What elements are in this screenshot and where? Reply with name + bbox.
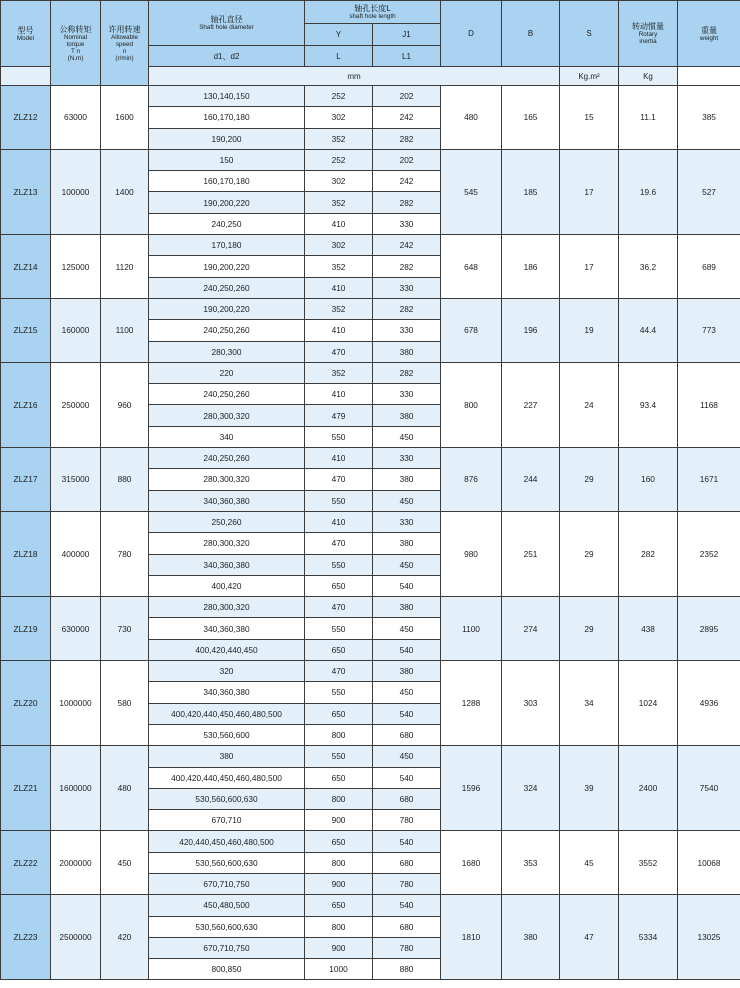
header-torque: 公称转矩 Nominal torque T n (N.m) xyxy=(51,1,101,86)
length-y-cell: 650 xyxy=(305,831,373,852)
b-cell: 353 xyxy=(502,831,560,895)
diameter-cell: 340,360,380 xyxy=(149,554,305,575)
b-cell: 244 xyxy=(502,448,560,512)
diameter-cell: 280,300 xyxy=(149,341,305,362)
model-cell: ZLZ22 xyxy=(1,831,51,895)
table-row xyxy=(1,298,740,319)
length-j1-cell: 540 xyxy=(373,639,441,660)
length-y-cell: 650 xyxy=(305,575,373,596)
speed-cell: 1120 xyxy=(101,235,149,299)
diameter-cell: 530,560,600,630 xyxy=(149,788,305,809)
s-cell: 19 xyxy=(560,298,619,362)
table-header xyxy=(1,1,740,86)
torque-cell: 400000 xyxy=(51,511,101,596)
diameter-cell: 530,560,600,630 xyxy=(149,916,305,937)
length-j1-cell: 540 xyxy=(373,895,441,916)
length-y-cell: 650 xyxy=(305,767,373,788)
d-cell: 1100 xyxy=(441,597,502,661)
length-j1-cell: 540 xyxy=(373,831,441,852)
length-j1-cell: 450 xyxy=(373,554,441,575)
length-y-cell: 302 xyxy=(305,171,373,192)
length-y-cell: 352 xyxy=(305,256,373,277)
weight-cell: 1168 xyxy=(678,362,740,447)
diameter-cell: 160,170,180 xyxy=(149,107,305,128)
diameter-cell: 170,180 xyxy=(149,235,305,256)
header-unit-inertia: Kg.m² xyxy=(560,67,619,86)
inertia-cell: 1024 xyxy=(619,661,678,746)
table-row xyxy=(1,597,740,618)
model-cell: ZLZ12 xyxy=(1,86,51,150)
speed-cell: 420 xyxy=(101,895,149,980)
length-j1-cell: 282 xyxy=(373,362,441,383)
length-y-cell: 252 xyxy=(305,86,373,107)
inertia-cell: 438 xyxy=(619,597,678,661)
length-y-cell: 410 xyxy=(305,448,373,469)
model-cell: ZLZ14 xyxy=(1,235,51,299)
d-cell: 1288 xyxy=(441,661,502,746)
torque-cell: 2000000 xyxy=(51,831,101,895)
length-y-cell: 800 xyxy=(305,916,373,937)
model-cell: ZLZ13 xyxy=(1,149,51,234)
length-y-cell: 470 xyxy=(305,469,373,490)
length-y-cell: 900 xyxy=(305,810,373,831)
table-row xyxy=(1,895,740,916)
b-cell: 165 xyxy=(502,86,560,150)
diameter-cell: 190,200,220 xyxy=(149,192,305,213)
speed-cell: 1600 xyxy=(101,86,149,150)
length-y-cell: 302 xyxy=(305,107,373,128)
d-cell: 545 xyxy=(441,149,502,234)
speed-cell: 480 xyxy=(101,746,149,831)
inertia-cell: 3552 xyxy=(619,831,678,895)
speed-cell: 1400 xyxy=(101,149,149,234)
inertia-cell: 44.4 xyxy=(619,298,678,362)
length-y-cell: 470 xyxy=(305,533,373,554)
diameter-cell: 280,300,320 xyxy=(149,533,305,554)
model-cell: ZLZ19 xyxy=(1,597,51,661)
speed-cell: 960 xyxy=(101,362,149,447)
diameter-cell: 530,560,600 xyxy=(149,724,305,745)
diameter-cell: 340 xyxy=(149,426,305,447)
inertia-cell: 5334 xyxy=(619,895,678,980)
speed-cell: 880 xyxy=(101,448,149,512)
length-y-cell: 470 xyxy=(305,661,373,682)
diameter-cell: 340,360,380 xyxy=(149,490,305,511)
diameter-cell: 400,420,440,450 xyxy=(149,639,305,660)
speed-cell: 580 xyxy=(101,661,149,746)
s-cell: 39 xyxy=(560,746,619,831)
length-j1-cell: 450 xyxy=(373,618,441,639)
diameter-cell: 280,300,320 xyxy=(149,469,305,490)
weight-cell: 13025 xyxy=(678,895,740,980)
length-j1-cell: 282 xyxy=(373,192,441,213)
diameter-cell: 280,300,320 xyxy=(149,597,305,618)
table-row xyxy=(1,746,740,767)
s-cell: 29 xyxy=(560,511,619,596)
d-cell: 980 xyxy=(441,511,502,596)
header-speed: 许用转速 Allowable speed n (r/min) xyxy=(101,1,149,86)
model-cell: ZLZ15 xyxy=(1,298,51,362)
s-cell: 15 xyxy=(560,86,619,150)
length-y-cell: 550 xyxy=(305,554,373,575)
s-cell: 17 xyxy=(560,149,619,234)
length-y-cell: 550 xyxy=(305,490,373,511)
b-cell: 251 xyxy=(502,511,560,596)
length-y-cell: 550 xyxy=(305,618,373,639)
torque-cell: 160000 xyxy=(51,298,101,362)
length-j1-cell: 540 xyxy=(373,767,441,788)
length-y-cell: 470 xyxy=(305,341,373,362)
inertia-cell: 93.4 xyxy=(619,362,678,447)
b-cell: 196 xyxy=(502,298,560,362)
model-cell: ZLZ20 xyxy=(1,661,51,746)
weight-cell: 527 xyxy=(678,149,740,234)
header-unit-weight: Kg xyxy=(619,67,678,86)
d-cell: 876 xyxy=(441,448,502,512)
diameter-cell: 250,260 xyxy=(149,511,305,532)
model-cell: ZLZ17 xyxy=(1,448,51,512)
diameter-cell: 530,560,600,630 xyxy=(149,852,305,873)
d-cell: 1596 xyxy=(441,746,502,831)
s-cell: 17 xyxy=(560,235,619,299)
length-j1-cell: 282 xyxy=(373,256,441,277)
model-cell: ZLZ18 xyxy=(1,511,51,596)
torque-cell: 315000 xyxy=(51,448,101,512)
diameter-cell: 240,250,260 xyxy=(149,384,305,405)
length-y-cell: 410 xyxy=(305,511,373,532)
table-row xyxy=(1,235,740,256)
header-model: 型号 Model xyxy=(1,1,51,67)
length-y-cell: 550 xyxy=(305,746,373,767)
diameter-cell: 280,300,320 xyxy=(149,405,305,426)
weight-cell: 1671 xyxy=(678,448,740,512)
torque-cell: 125000 xyxy=(51,235,101,299)
header-length: 轴孔长度L shaft hole length xyxy=(305,1,441,24)
length-j1-cell: 282 xyxy=(373,298,441,319)
torque-cell: 250000 xyxy=(51,362,101,447)
table-row xyxy=(1,362,740,383)
length-y-cell: 410 xyxy=(305,213,373,234)
b-cell: 380 xyxy=(502,895,560,980)
length-y-cell: 302 xyxy=(305,235,373,256)
weight-cell: 2895 xyxy=(678,597,740,661)
length-j1-cell: 242 xyxy=(373,171,441,192)
length-y-cell: 352 xyxy=(305,298,373,319)
torque-cell: 1000000 xyxy=(51,661,101,746)
length-y-cell: 550 xyxy=(305,426,373,447)
length-j1-cell: 202 xyxy=(373,86,441,107)
length-j1-cell: 282 xyxy=(373,128,441,149)
table-row xyxy=(1,661,740,682)
length-y-cell: 650 xyxy=(305,703,373,724)
inertia-cell: 36.2 xyxy=(619,235,678,299)
length-j1-cell: 330 xyxy=(373,448,441,469)
length-j1-cell: 780 xyxy=(373,873,441,894)
diameter-cell: 800,850 xyxy=(149,959,305,980)
diameter-cell: 670,710 xyxy=(149,810,305,831)
header-diameter: 轴孔直径 Shaft hole diameter xyxy=(149,1,305,46)
header-length-y: Y xyxy=(305,24,373,46)
length-y-cell: 470 xyxy=(305,597,373,618)
header-s: S xyxy=(560,1,619,67)
s-cell: 45 xyxy=(560,831,619,895)
length-j1-cell: 330 xyxy=(373,320,441,341)
diameter-cell: 320 xyxy=(149,661,305,682)
length-y-cell: 650 xyxy=(305,895,373,916)
inertia-cell: 2400 xyxy=(619,746,678,831)
diameter-cell: 450,480,500 xyxy=(149,895,305,916)
model-cell: ZLZ23 xyxy=(1,895,51,980)
length-y-cell: 352 xyxy=(305,362,373,383)
weight-cell: 689 xyxy=(678,235,740,299)
diameter-cell: 190,200,220 xyxy=(149,298,305,319)
length-j1-cell: 540 xyxy=(373,703,441,724)
length-y-cell: 352 xyxy=(305,192,373,213)
length-j1-cell: 330 xyxy=(373,384,441,405)
length-j1-cell: 680 xyxy=(373,788,441,809)
b-cell: 185 xyxy=(502,149,560,234)
length-j1-cell: 242 xyxy=(373,235,441,256)
header-blank xyxy=(1,67,51,86)
length-j1-cell: 202 xyxy=(373,149,441,170)
weight-cell: 385 xyxy=(678,86,740,150)
length-y-cell: 800 xyxy=(305,788,373,809)
d-cell: 1680 xyxy=(441,831,502,895)
torque-cell: 1600000 xyxy=(51,746,101,831)
inertia-cell: 11.1 xyxy=(619,86,678,150)
length-j1-cell: 380 xyxy=(373,597,441,618)
length-y-cell: 479 xyxy=(305,405,373,426)
length-y-cell: 800 xyxy=(305,724,373,745)
s-cell: 29 xyxy=(560,597,619,661)
table-row xyxy=(1,511,740,532)
header-diameter-sub: d1、d2 xyxy=(149,46,305,67)
length-y-cell: 410 xyxy=(305,277,373,298)
diameter-cell: 240,250,260 xyxy=(149,320,305,341)
b-cell: 227 xyxy=(502,362,560,447)
inertia-cell: 19.6 xyxy=(619,149,678,234)
torque-cell: 63000 xyxy=(51,86,101,150)
header-unit-mm: mm xyxy=(149,67,560,86)
length-j1-cell: 780 xyxy=(373,937,441,958)
table-row xyxy=(1,149,740,170)
s-cell: 47 xyxy=(560,895,619,980)
length-j1-cell: 380 xyxy=(373,533,441,554)
weight-cell: 2352 xyxy=(678,511,740,596)
d-cell: 678 xyxy=(441,298,502,362)
table-row xyxy=(1,831,740,852)
diameter-cell: 400,420 xyxy=(149,575,305,596)
length-y-cell: 650 xyxy=(305,639,373,660)
d-cell: 800 xyxy=(441,362,502,447)
diameter-cell: 400,420,440,450,460,480,500 xyxy=(149,703,305,724)
inertia-cell: 282 xyxy=(619,511,678,596)
header-length-j1: J1 xyxy=(373,24,441,46)
diameter-cell: 670,710,750 xyxy=(149,937,305,958)
length-y-cell: 1000 xyxy=(305,959,373,980)
header-b: B xyxy=(502,1,560,67)
weight-cell: 773 xyxy=(678,298,740,362)
diameter-cell: 420,440,450,460,480,500 xyxy=(149,831,305,852)
length-y-cell: 550 xyxy=(305,682,373,703)
length-j1-cell: 330 xyxy=(373,277,441,298)
length-j1-cell: 450 xyxy=(373,746,441,767)
diameter-cell: 190,200 xyxy=(149,128,305,149)
model-cell: ZLZ16 xyxy=(1,362,51,447)
torque-cell: 100000 xyxy=(51,149,101,234)
torque-cell: 630000 xyxy=(51,597,101,661)
diameter-cell: 240,250,260 xyxy=(149,277,305,298)
diameter-cell: 220 xyxy=(149,362,305,383)
speed-cell: 1100 xyxy=(101,298,149,362)
length-y-cell: 900 xyxy=(305,873,373,894)
diameter-cell: 400,420,440,450,460,480,500 xyxy=(149,767,305,788)
diameter-cell: 380 xyxy=(149,746,305,767)
weight-cell: 10068 xyxy=(678,831,740,895)
speed-cell: 730 xyxy=(101,597,149,661)
diameter-cell: 130,140,150 xyxy=(149,86,305,107)
weight-cell: 7540 xyxy=(678,746,740,831)
speed-cell: 450 xyxy=(101,831,149,895)
length-j1-cell: 540 xyxy=(373,575,441,596)
b-cell: 324 xyxy=(502,746,560,831)
inertia-cell: 160 xyxy=(619,448,678,512)
header-length-l1: L1 xyxy=(373,46,441,67)
length-j1-cell: 450 xyxy=(373,426,441,447)
diameter-cell: 340,360,380 xyxy=(149,682,305,703)
header-d: D xyxy=(441,1,502,67)
s-cell: 24 xyxy=(560,362,619,447)
b-cell: 186 xyxy=(502,235,560,299)
length-j1-cell: 680 xyxy=(373,724,441,745)
length-j1-cell: 330 xyxy=(373,511,441,532)
s-cell: 34 xyxy=(560,661,619,746)
length-j1-cell: 680 xyxy=(373,916,441,937)
weight-cell: 4936 xyxy=(678,661,740,746)
table-body xyxy=(1,86,740,980)
diameter-cell: 240,250 xyxy=(149,213,305,234)
length-y-cell: 800 xyxy=(305,852,373,873)
b-cell: 274 xyxy=(502,597,560,661)
diameter-cell: 160,170,180 xyxy=(149,171,305,192)
length-y-cell: 410 xyxy=(305,384,373,405)
d-cell: 1810 xyxy=(441,895,502,980)
length-j1-cell: 450 xyxy=(373,490,441,511)
torque-cell: 2500000 xyxy=(51,895,101,980)
speed-cell: 780 xyxy=(101,511,149,596)
d-cell: 480 xyxy=(441,86,502,150)
header-inertia: 转动惯量 Rotary inertia xyxy=(619,1,678,67)
length-y-cell: 352 xyxy=(305,128,373,149)
table-row xyxy=(1,448,740,469)
length-y-cell: 252 xyxy=(305,149,373,170)
length-j1-cell: 380 xyxy=(373,469,441,490)
d-cell: 648 xyxy=(441,235,502,299)
diameter-cell: 670,710,750 xyxy=(149,873,305,894)
length-y-cell: 900 xyxy=(305,937,373,958)
s-cell: 29 xyxy=(560,448,619,512)
length-j1-cell: 450 xyxy=(373,682,441,703)
header-weight: 重量 weight xyxy=(678,1,740,67)
length-j1-cell: 380 xyxy=(373,341,441,362)
length-y-cell: 410 xyxy=(305,320,373,341)
length-j1-cell: 680 xyxy=(373,852,441,873)
length-j1-cell: 380 xyxy=(373,405,441,426)
diameter-cell: 340,360,380 xyxy=(149,618,305,639)
table-row xyxy=(1,86,740,107)
b-cell: 303 xyxy=(502,661,560,746)
length-j1-cell: 330 xyxy=(373,213,441,234)
model-cell: ZLZ21 xyxy=(1,746,51,831)
length-j1-cell: 880 xyxy=(373,959,441,980)
diameter-cell: 150 xyxy=(149,149,305,170)
length-j1-cell: 242 xyxy=(373,107,441,128)
header-length-l: L xyxy=(305,46,373,67)
length-j1-cell: 780 xyxy=(373,810,441,831)
diameter-cell: 190,200,220 xyxy=(149,256,305,277)
length-j1-cell: 380 xyxy=(373,661,441,682)
diameter-cell: 240,250,260 xyxy=(149,448,305,469)
